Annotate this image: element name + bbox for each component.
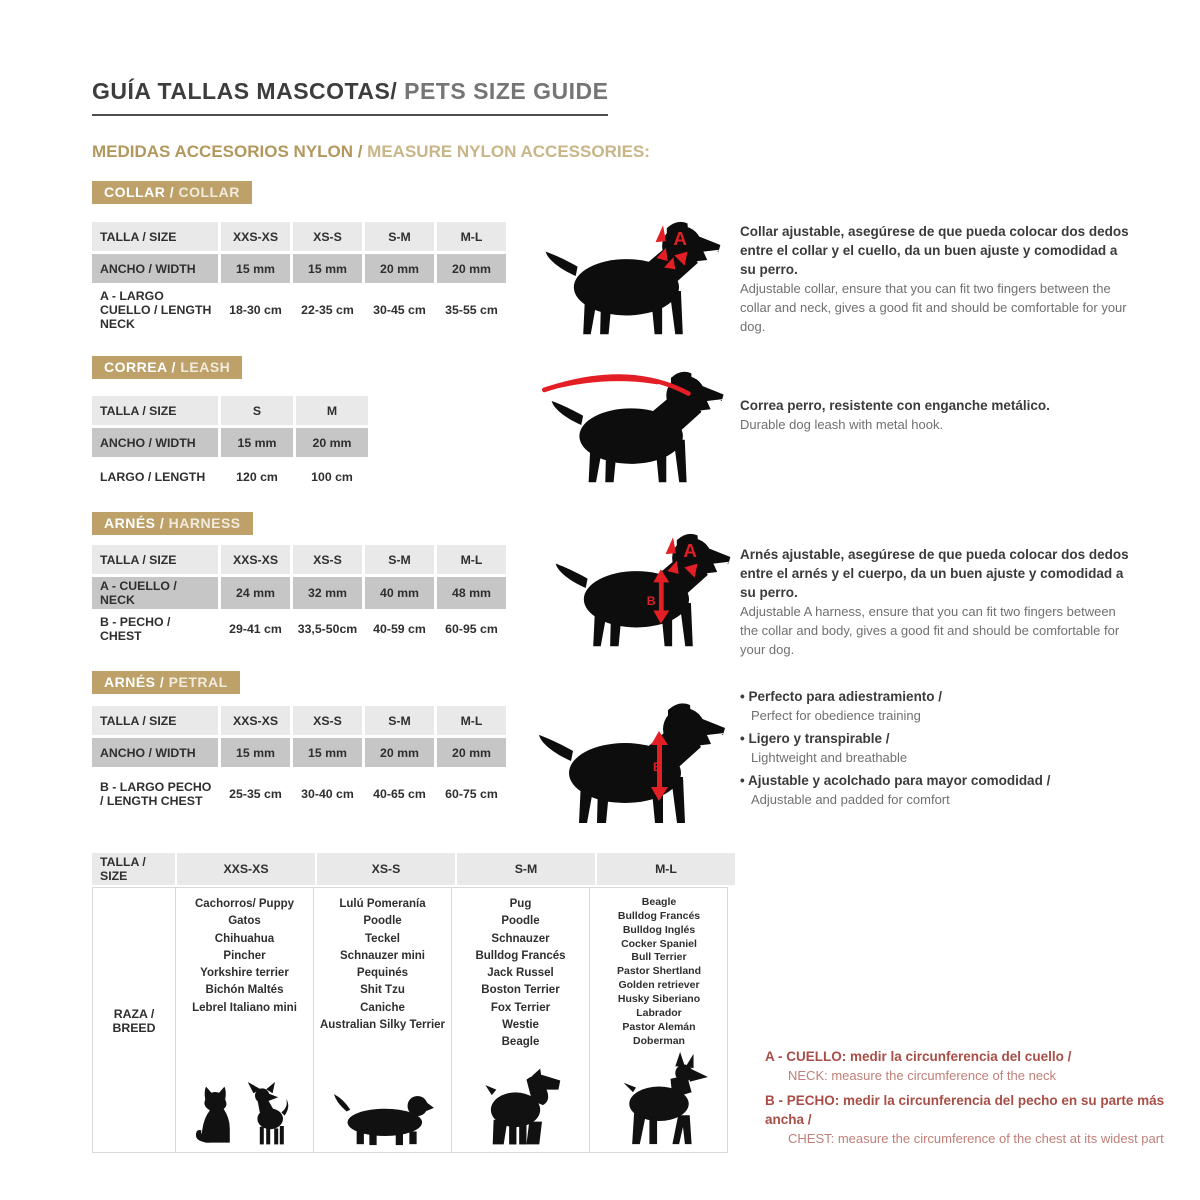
table-header: M-L [437,706,506,735]
leash-size-table [92,396,368,494]
table-header: XS-S [293,545,362,574]
breed-item: Poodle [363,915,402,928]
doberman-silhouette-icon [609,1052,709,1146]
table-header: TALLA / SIZE [92,706,218,735]
table-cell: 40 mm [365,577,434,609]
table-cell: 33,5-50cm [293,612,362,646]
breed-item: Golden retriever [618,979,700,992]
row-label: ANCHO / WIDTH [92,428,218,457]
page-subtitle-en: MEASURE NYLON ACCESSORIES: [362,142,650,161]
table-cell: 20 mm [437,254,506,283]
breed-item: Pastor Alemán [622,1020,696,1033]
breed-item: Pug [509,898,532,910]
row-label: ANCHO / WIDTH [92,254,218,283]
table-header: XXS-XS [177,853,315,885]
section-badge-harness: ARNÉS / HARNESS [92,512,253,535]
table-cell: 30-45 cm [365,286,434,334]
table-header: XXS-XS [221,222,290,251]
table-cell: 15 mm [293,738,362,767]
breed-list [475,896,565,1051]
breed-item: Jack Russel [487,967,554,979]
table-cell: 35-55 cm [437,286,506,334]
breed-item: Chihuahua [214,932,275,945]
leash-description: Correa perro, resistente con enganche metálico. Durable dog leash with metal hook. [740,398,1050,433]
breed-item: Poodle [501,915,540,928]
row-label: A - CUELLO / NECK [92,577,218,609]
section-badge-petral: ARNÉS / PETRAL [92,671,240,694]
measure-letter-a: A [683,540,697,561]
table-cell: 15 mm [221,738,290,767]
table-header: M [296,396,368,425]
harness-size-table [92,545,506,646]
table-cell: 20 mm [365,254,434,283]
note-neck: A - CUELLO: medir la circunferencia del cuello / NECK: measure the circumference of the neck [765,1049,1072,1083]
breed-item: Bulldog Inglés [622,923,696,936]
dachshund-silhouette-icon [331,1086,435,1146]
table-cell: 120 cm [221,460,293,494]
breed-item: Lulú Pomeranía [339,898,426,910]
table-header: TALLA / SIZE [92,396,218,425]
breeds-size-table [92,853,728,1153]
dog-collar-measure-icon [543,214,723,338]
breed-item: Doberman [633,1034,685,1047]
breeds-column-xxs-xs [176,888,314,1152]
table-cell: 60-75 cm [437,770,506,818]
table-cell: 15 mm [221,254,290,283]
breed-item: Husky Siberiano [617,993,701,1006]
table-cell: 22-35 cm [293,286,362,334]
breeds-column-m-l [590,888,728,1152]
breeds-column-xs-s [314,888,452,1152]
breed-item: Fox Terrier [490,1001,551,1014]
petral-size-table [92,706,506,818]
table-header: M-L [437,222,506,251]
measure-letter-a: A [673,228,687,249]
breed-item: Bulldog Francés [475,949,566,962]
table-header: M-L [437,545,506,574]
feature-item: • Ligero y transpirable / Lightweight and breathable [740,730,1140,767]
breed-list [617,896,701,1048]
collar-size-table [92,222,506,334]
breeds-column-s-m [452,888,590,1152]
petral-feature-list [740,688,1140,814]
table-header: XXS-XS [221,706,290,735]
table-cell: 40-65 cm [365,770,434,818]
table-header: TALLA / SIZE [92,853,175,885]
page-subtitle [92,142,650,162]
row-label: B - PECHO / CHEST [92,612,218,646]
collar-description: Collar ajustable, asegúrese de que pueda colocar dos dedos entre el collar y el cuello, da un buen ajuste y comodidad a su perro. Adjustable collar, ensure that you can fit two fingers between the collar and neck, gives a good fit and should be comfortable for your dog. [740,224,1129,335]
page-title-es: GUÍA TALLAS MASCOTAS/ [92,78,398,104]
breed-item: Bichón Maltés [205,984,284,997]
row-label: A - LARGO CUELLO / LENGTH NECK [92,286,218,334]
table-cell: 24 mm [221,577,290,609]
breed-item: Shit Tzu [360,984,405,997]
page-subtitle-es: MEDIDAS ACCESORIOS NYLON / [92,142,363,161]
table-cell: 20 mm [365,738,434,767]
row-label: ANCHO / WIDTH [92,738,218,767]
breed-item: Cachorros/ Puppy [194,898,295,910]
breed-item: Australian Silky Terrier [319,1018,446,1031]
breed-item: Lebrel Italiano mini [192,1001,297,1014]
breed-list [320,896,445,1034]
table-cell: 48 mm [437,577,506,609]
table-cell: 60-95 cm [437,612,506,646]
table-cell: 40-59 cm [365,612,434,646]
breed-item: Bull Terrier [631,951,687,964]
dog-leash-icon [535,364,731,486]
breed-item: Boston Terrier [481,984,560,997]
breed-item: Pequinés [356,967,409,979]
breed-item: Beagle [501,1036,540,1048]
breed-item: Labrador [636,1006,682,1019]
table-header: XS-S [293,222,362,251]
breed-item: Pastor Shertland [616,965,702,978]
row-label: B - LARGO PECHO / LENGTH CHEST [92,770,218,818]
breeds-table-body [92,887,728,1153]
breed-item: Beagle [641,896,677,908]
breed-item: Teckel [365,932,400,945]
dog-harness-measure-icon [553,526,733,650]
table-cell: 18-30 cm [221,286,290,334]
measure-letter-b: B [646,593,656,608]
table-header: S-M [365,222,434,251]
note-chest: B - PECHO: medir la circunferencia del pecho en su parte más ancha / CHEST: measure the circumference of the chest at its widest part [765,1093,1165,1146]
table-cell: 15 mm [293,254,362,283]
table-header: TALLA / SIZE [92,222,218,251]
breed-item: Gatos [228,915,261,928]
table-header: TALLA / SIZE [92,545,218,574]
schnauzer-silhouette-icon [479,1068,563,1146]
breed-item: Pincher [223,949,266,962]
table-cell: 20 mm [296,428,368,457]
table-header: XS-S [317,853,455,885]
breed-list [192,896,297,1017]
harness-description: Arnés ajustable, asegúrese de que pueda colocar dos dedos entre el arnés y el cuerpo, da un buen ajuste y comodidad a su perro. Adjustable A harness, ensure that you can fit two fingers between the collar and body, gives a good fit and should be comfortable for your dog. [740,547,1129,658]
table-cell: 20 mm [437,738,506,767]
breeds-table-header [92,853,728,885]
dog-petral-measure-icon [537,694,727,828]
measurement-notes [765,1048,1175,1155]
page-title [92,78,608,116]
feature-item: • Perfecto para adiestramiento / Perfect for obedience training [740,688,1140,725]
breeds-row-label: RAZA / BREED [93,888,176,1152]
breed-item: Schnauzer mini [340,949,425,962]
table-cell: 29-41 cm [221,612,290,646]
breed-item: Caniche [360,1001,405,1014]
table-header: XS-S [293,706,362,735]
page-title-en: PETS SIZE GUIDE [397,78,609,104]
measure-letter-b: B [653,760,662,774]
row-label: LARGO / LENGTH [92,460,218,494]
table-header: S-M [365,706,434,735]
table-header: S [221,396,293,425]
table-header: S-M [365,545,434,574]
section-badge-leash: CORREA / LEASH [92,356,242,379]
breed-item: Cocker Spaniel [621,937,697,950]
chihuahua-silhouette-icon [245,1082,297,1146]
breed-item: Yorkshire terrier [200,967,289,979]
table-header: XXS-XS [221,545,290,574]
section-badge-collar: COLLAR / COLLAR [92,181,252,204]
table-cell: 32 mm [293,577,362,609]
table-header: S-M [457,853,595,885]
table-cell: 15 mm [221,428,293,457]
table-cell: 25-35 cm [221,770,290,818]
table-header: M-L [597,853,735,885]
breed-item: Bulldog Francés [617,909,701,922]
breed-item: Westie [502,1018,539,1031]
table-cell: 30-40 cm [293,770,362,818]
cat-silhouette-icon [193,1084,239,1146]
breed-item: Schnauzer [491,932,550,945]
table-cell: 100 cm [296,460,368,494]
feature-item: • Ajustable y acolchado para mayor comodidad / Adjustable and padded for comfort [740,772,1140,809]
